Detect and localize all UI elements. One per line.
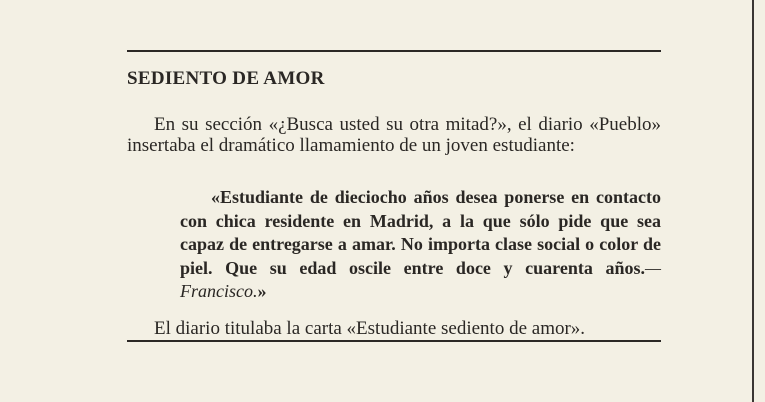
quoted-letter-signature: —Francisco.	[180, 257, 661, 301]
quoted-letter	[180, 186, 661, 304]
article-heading: SEDIENTO DE AMOR	[127, 68, 325, 89]
bottom-rule	[127, 340, 661, 342]
page-edge-divider	[752, 0, 754, 402]
intro-paragraph: En su sección «¿Busca usted su otra mitad?», el diario «Pueblo» insertaba el dramático llamamiento de un joven estudiante:	[127, 114, 661, 156]
quoted-letter-closing-mark: »	[257, 281, 267, 301]
closing-paragraph: El diario titulaba la carta «Estudiante sediento de amor».	[154, 318, 586, 339]
top-rule	[127, 50, 661, 52]
quoted-letter-body: «Estudiante de dieciocho años desea ponerse en contacto con chica residente en Madrid, a la que sólo pide que sea capaz de entregarse a amar. No importa clase social o color de piel. Que su edad oscile entre doce y cuarenta años.	[180, 187, 661, 278]
